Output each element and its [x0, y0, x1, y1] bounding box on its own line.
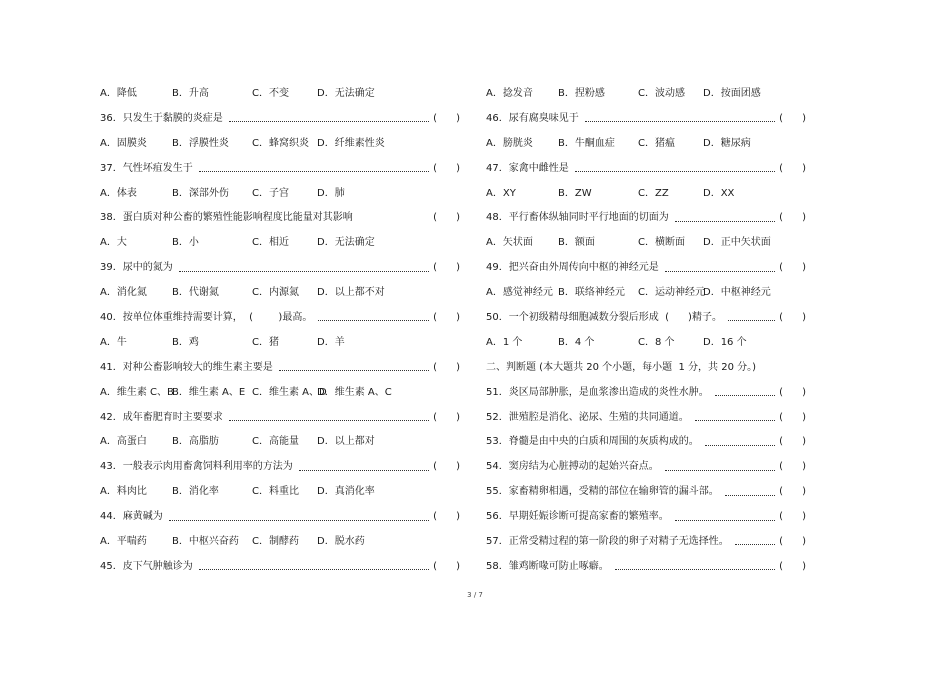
question-row [100, 206, 460, 231]
question-row [486, 430, 806, 455]
answer-option: D．糖尿病 [703, 137, 751, 149]
question-row [486, 555, 806, 580]
answer-option: D．脱水药 [317, 536, 365, 548]
answer-option: C．ZZ [638, 187, 669, 199]
dot-leader [318, 319, 429, 321]
answer-blank[interactable]: ( ) [779, 536, 806, 548]
answer-option: D．纤维素性炎 [317, 137, 385, 149]
answer-blank[interactable]: ( ) [779, 511, 806, 523]
section-heading-text: 二、判断题 (本大题共 20 个小题，每小题 1 分，共 20 分。) [486, 361, 757, 373]
question-row [100, 455, 460, 480]
answer-blank[interactable]: ( ) [779, 436, 806, 448]
answer-option: C．波动感 [638, 87, 685, 99]
question-row [486, 206, 806, 231]
answer-option: A．体表 [100, 187, 137, 199]
dot-leader [359, 220, 429, 221]
options-row [100, 231, 460, 256]
answer-option: D．无法确定 [317, 87, 375, 99]
answer-option: C．猪瘟 [638, 137, 675, 149]
answer-option: C．横断面 [638, 237, 685, 249]
question-text: 52．泄殖腔是消化、泌尿、生殖的共同通道。 [486, 411, 689, 423]
answer-blank[interactable]: ( ) [433, 112, 460, 124]
answer-option: A．XY [486, 187, 516, 199]
question-row [486, 480, 806, 505]
answer-option: B．浮膜性炎 [172, 137, 229, 149]
answer-option: D．无法确定 [317, 237, 375, 249]
options-row [486, 281, 806, 306]
answer-option: D．羊 [317, 336, 345, 348]
dot-leader [728, 319, 775, 321]
answer-option: A．1 个 [486, 336, 523, 348]
question-row [486, 256, 806, 281]
answer-option: A．矢状面 [486, 237, 533, 249]
answer-blank[interactable]: ( ) [779, 162, 806, 174]
answer-blank[interactable]: ( ) [779, 486, 806, 498]
question-row [486, 381, 806, 406]
dot-leader [585, 120, 775, 122]
answer-option: B．ZW [558, 187, 592, 199]
answer-option: A．消化氮 [100, 287, 147, 299]
options-row [486, 331, 806, 356]
question-text: 54．窦房结为心脏搏动的起始兴奋点。 [486, 461, 659, 473]
dot-leader [179, 270, 429, 272]
answer-option: C．8 个 [638, 336, 675, 348]
question-text: 38．蛋白质对种公畜的繁殖性能影响程度比能量对其影响 [100, 212, 353, 224]
dot-leader [715, 394, 775, 396]
answer-blank[interactable]: ( ) [433, 411, 460, 423]
answer-option: C．蜂窝织炎 [252, 137, 309, 149]
question-row [100, 555, 460, 580]
answer-option: B．额面 [558, 237, 595, 249]
answer-blank[interactable]: ( ) [779, 112, 806, 124]
question-text: 57．正常受精过程的第一阶段的卵子对精子无选择性。 [486, 536, 729, 548]
answer-option: A．大 [100, 237, 127, 249]
answer-option: B．中枢兴奋药 [172, 536, 239, 548]
answer-option: A．降低 [100, 87, 137, 99]
answer-option: A．膀胱炎 [486, 137, 533, 149]
question-row [100, 356, 460, 381]
dot-leader [665, 270, 775, 272]
dot-leader [299, 469, 429, 471]
answer-blank[interactable]: ( ) [433, 312, 460, 324]
dot-leader [199, 568, 429, 570]
question-text: 50．一个初级精母细胞减数分裂后形成 ( )精子。 [486, 312, 722, 324]
answer-option: C．相近 [252, 237, 289, 249]
answer-option: A．料肉比 [100, 486, 147, 498]
answer-option: D．正中矢状面 [703, 237, 771, 249]
question-row [486, 306, 806, 331]
answer-option: C．料重比 [252, 486, 299, 498]
options-row [486, 182, 806, 207]
question-text: 45．皮下气肿触诊为 [100, 560, 193, 572]
options-row [100, 480, 460, 505]
answer-option: C．运动神经元 [638, 287, 705, 299]
section-heading [486, 356, 806, 381]
answer-option: A．捻发音 [486, 87, 533, 99]
answer-option: B．代谢氮 [172, 287, 219, 299]
answer-option: B．鸡 [172, 336, 199, 348]
answer-option: D．16 个 [703, 336, 747, 348]
dot-leader [169, 519, 429, 521]
question-row [486, 406, 806, 431]
question-row [100, 406, 460, 431]
dot-leader [229, 120, 429, 122]
dot-leader [695, 419, 775, 421]
options-row [100, 281, 460, 306]
question-text: 56．早期妊娠诊断可提高家畜的繁殖率。 [486, 511, 669, 523]
answer-blank[interactable]: ( ) [433, 511, 460, 523]
dot-leader [675, 519, 775, 521]
options-row [100, 381, 460, 406]
answer-option: C．不变 [252, 87, 289, 99]
question-text: 36．只发生于黏膜的炎症是 [100, 112, 223, 124]
dot-leader [199, 170, 429, 172]
answer-option: B．牛酮血症 [558, 137, 615, 149]
question-text: 40．按单位体重维持需要计算， ( )最高。 [100, 312, 313, 324]
question-text: 48．平行畜体纵轴同时平行地面的切面为 [486, 212, 669, 224]
answer-option: C．制酵药 [252, 536, 299, 548]
options-row [100, 430, 460, 455]
answer-option: C．子宫 [252, 187, 289, 199]
answer-option: D．按面团感 [703, 87, 761, 99]
dot-leader [725, 494, 775, 496]
question-row [486, 505, 806, 530]
answer-blank[interactable]: ( ) [433, 361, 460, 373]
question-text: 37．气性坏疽发生于 [100, 162, 193, 174]
options-row [100, 82, 460, 107]
question-text: 49．把兴奋由外周传向中枢的神经元是 [486, 262, 659, 274]
answer-blank[interactable]: ( ) [433, 461, 460, 473]
answer-option: B．高脂肪 [172, 436, 219, 448]
right-column [486, 82, 806, 580]
answer-option: A．固膜炎 [100, 137, 147, 149]
dot-leader [575, 170, 775, 172]
answer-option: D．维生素 A、C [317, 386, 392, 398]
answer-option: A．感觉神经元 [486, 287, 553, 299]
question-text: 53．脊髓是由中央的白质和周围的灰质构成的。 [486, 436, 699, 448]
answer-option: B．捏粉感 [558, 87, 605, 99]
options-row [100, 530, 460, 555]
question-row [100, 157, 460, 182]
options-row [100, 331, 460, 356]
dot-leader [675, 220, 775, 222]
answer-blank[interactable]: ( ) [433, 162, 460, 174]
answer-blank[interactable]: ( ) [433, 262, 460, 274]
answer-option: D．中枢神经元 [703, 287, 771, 299]
question-row [486, 530, 806, 555]
answer-option: B．升高 [172, 87, 209, 99]
question-row [100, 505, 460, 530]
answer-blank[interactable]: ( ) [433, 560, 460, 572]
dot-leader [705, 444, 775, 446]
answer-option: D．肺 [317, 187, 345, 199]
answer-option: B．小 [172, 237, 199, 249]
question-text: 51．炎区局部肿胀，是血浆渗出造成的炎性水肿。 [486, 386, 709, 398]
question-text: 55．家畜精卵相遇，受精的部位在输卵管的漏斗部。 [486, 486, 719, 498]
answer-option: C．内源氮 [252, 287, 299, 299]
answer-option: D．真消化率 [317, 486, 375, 498]
dot-leader [665, 469, 775, 471]
answer-option: A．平喘药 [100, 536, 147, 548]
page-number: 3 / 7 [467, 591, 483, 599]
answer-option: C．猪 [252, 336, 279, 348]
dot-leader [735, 543, 775, 545]
question-row [486, 455, 806, 480]
answer-blank[interactable]: ( ) [779, 212, 806, 224]
answer-option: D．以上都不对 [317, 287, 385, 299]
options-row [100, 182, 460, 207]
answer-option: A．牛 [100, 336, 127, 348]
answer-blank[interactable]: ( ) [779, 411, 806, 423]
dot-leader [615, 568, 775, 570]
question-row [486, 107, 806, 132]
answer-blank[interactable]: ( ) [433, 212, 460, 224]
question-row [100, 107, 460, 132]
options-row [486, 82, 806, 107]
answer-option: B．4 个 [558, 336, 595, 348]
answer-option: B．联络神经元 [558, 287, 625, 299]
answer-blank[interactable]: ( ) [779, 262, 806, 274]
answer-option: B．消化率 [172, 486, 219, 498]
answer-option: B．维生素 A、E [172, 386, 246, 398]
question-text: 41．对种公畜影响较大的维生素主要是 [100, 361, 273, 373]
answer-option: A．维生素 C、B [100, 386, 174, 398]
answer-option: C．维生素 A、D [252, 386, 327, 398]
question-text: 44．麻黄碱为 [100, 511, 163, 523]
dot-leader [229, 419, 429, 421]
answer-blank[interactable]: ( ) [779, 386, 806, 398]
question-text: 39．尿中的氮为 [100, 262, 173, 274]
answer-option: D．以上都对 [317, 436, 375, 448]
options-row [100, 132, 460, 157]
answer-option: B．深部外伤 [172, 187, 229, 199]
answer-blank[interactable]: ( ) [779, 312, 806, 324]
question-text: 43．一般表示肉用畜禽饲料利用率的方法为 [100, 461, 293, 473]
dot-leader [279, 369, 429, 371]
answer-option: A．高蛋白 [100, 436, 147, 448]
question-row [486, 157, 806, 182]
question-text: 58．雏鸡断喙可防止啄癖。 [486, 560, 609, 572]
answer-blank[interactable]: ( ) [779, 461, 806, 473]
question-row [100, 256, 460, 281]
options-row [486, 231, 806, 256]
left-column [100, 82, 460, 580]
question-text: 46．尿有腐臭味见于 [486, 112, 579, 124]
options-row [486, 132, 806, 157]
answer-blank[interactable]: ( ) [779, 560, 806, 572]
answer-option: D．XX [703, 187, 735, 199]
question-text: 47．家禽中雌性是 [486, 162, 569, 174]
question-text: 42．成年畜肥育时主要要求 [100, 411, 223, 423]
question-row [100, 306, 460, 331]
answer-option: C．高能量 [252, 436, 299, 448]
